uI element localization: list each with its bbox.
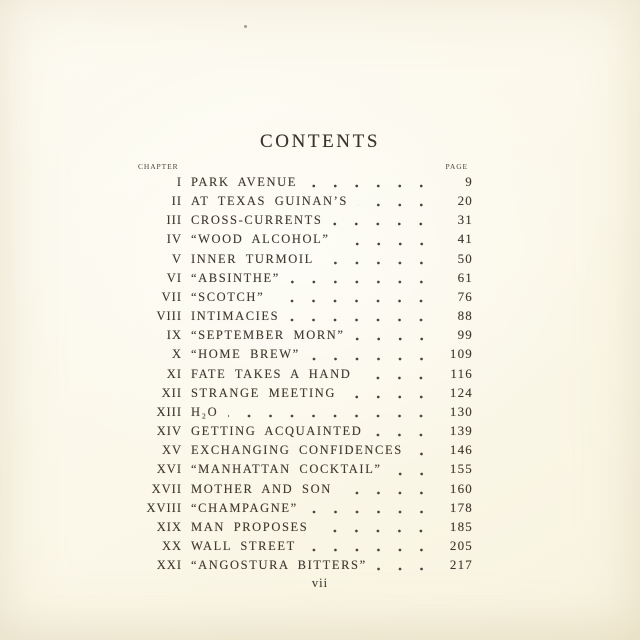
dot-leader: [224, 404, 433, 423]
chapter-title: INTIMACIES: [191, 309, 280, 324]
chapter-title: “ANGOSTURA BITTERS”: [191, 558, 367, 573]
toc-row: [138, 423, 473, 442]
chapter-numeral: VI: [166, 270, 182, 285]
page-number: 155: [449, 461, 473, 477]
toc-row: [138, 327, 473, 346]
dot-leader: [328, 212, 433, 231]
chapter-title: MOTHER AND SON: [191, 481, 332, 496]
chapter-numeral: III: [166, 213, 182, 228]
chapter-numeral: XVIII: [146, 500, 182, 515]
chapter-numeral: X: [171, 347, 182, 362]
chapter-numeral: IX: [166, 328, 182, 343]
chapter-title: AT TEXAS GUINAN’S: [191, 194, 348, 209]
chapter-title: CROSS-CURRENTS: [191, 213, 323, 228]
chapter-numeral: XVI: [156, 462, 182, 477]
dot-leader: [286, 270, 433, 289]
toc-row: [138, 251, 473, 270]
chapter-numeral: VIII: [156, 309, 182, 324]
chapter-numeral: I: [176, 175, 182, 189]
chapter-title: “WOOD ALCOHOL”: [191, 232, 330, 247]
dot-leader: [306, 346, 433, 365]
page-number: 146: [449, 442, 473, 458]
chapter-title: “MANHATTAN COCKTAIL”: [191, 462, 382, 477]
chapter-column-header: CHAPTER: [138, 162, 179, 171]
toc-row: [138, 289, 473, 308]
page-number: 76: [457, 288, 473, 304]
toc-row: [138, 461, 473, 480]
page-number: 99: [457, 327, 473, 343]
chapter-title: FATE TAKES A HAND: [191, 366, 352, 381]
toc-row: [138, 308, 473, 327]
dot-leader: [320, 251, 433, 270]
page-number: 50: [457, 250, 473, 266]
page-number: 160: [449, 480, 473, 496]
dot-leader: [270, 289, 433, 308]
dot-leader: [373, 557, 433, 576]
dot-leader: [338, 481, 433, 500]
page-number: 178: [449, 499, 473, 515]
dot-leader: [314, 519, 433, 538]
chapter-title: STRANGE MEETING: [191, 385, 337, 400]
dot-leader: [304, 500, 433, 519]
toc-row: [138, 174, 473, 193]
dot-leader: [351, 327, 433, 346]
chapter-title: “CHAMPAGNE”: [191, 500, 298, 515]
toc-row: [138, 442, 473, 461]
column-headers: [138, 162, 468, 171]
toc-row: [138, 481, 473, 500]
paper-speck: [244, 25, 247, 28]
dot-leader: [357, 366, 433, 385]
chapter-numeral: XIV: [156, 424, 182, 439]
dot-leader: [368, 423, 433, 442]
page-number: 9: [465, 174, 473, 189]
chapter-numeral: XIX: [156, 519, 182, 534]
dot-leader: [354, 193, 433, 212]
chapter-numeral: XII: [161, 385, 182, 400]
toc-row: [138, 231, 473, 250]
dot-leader: [342, 385, 433, 404]
toc-row: [138, 346, 473, 365]
page-number: 139: [449, 423, 473, 439]
page-number: 41: [457, 231, 473, 247]
chapter-numeral: XIII: [156, 404, 182, 419]
page-number: 205: [449, 537, 473, 553]
toc-row: [138, 385, 473, 404]
toc-row: [138, 212, 473, 231]
chapter-title: GETTING ACQUAINTED: [191, 424, 363, 439]
page-number: 130: [449, 403, 473, 419]
chapter-title: EXCHANGING CONFIDENCES: [191, 443, 403, 458]
chapter-title: “SCOTCH”: [191, 289, 265, 304]
chapter-numeral: XV: [161, 443, 182, 458]
chapter-title: INNER TURMOIL: [191, 251, 314, 266]
page-number: 116: [450, 365, 473, 381]
toc-rows: [138, 174, 473, 576]
page-title: CONTENTS: [259, 131, 381, 152]
chapter-numeral: II: [171, 194, 182, 209]
toc-row: [138, 557, 473, 576]
page-folio: vii: [311, 576, 329, 590]
chapter-numeral: XVII: [151, 481, 182, 496]
chapter-title: “ABSINTHE”: [191, 270, 280, 285]
chapter-numeral: V: [171, 251, 182, 266]
toc-row: [138, 193, 473, 212]
page-number: 31: [457, 212, 473, 228]
toc-row: [138, 500, 473, 519]
page-number: 20: [457, 193, 473, 209]
page-number: 185: [449, 518, 473, 534]
dot-leader: [388, 461, 433, 480]
toc-row: [138, 270, 473, 289]
chapter-title: PARK AVENUE: [191, 175, 297, 189]
chapter-numeral: VII: [161, 289, 182, 304]
chapter-numeral: IV: [166, 232, 182, 247]
chapter-numeral: XXI: [156, 558, 182, 573]
dot-leader: [336, 231, 433, 250]
page-column-header: PAGE: [445, 162, 468, 171]
toc-row: [138, 538, 473, 557]
page-number: 217: [449, 557, 473, 573]
chapter-numeral: XX: [161, 538, 182, 553]
page-number: 109: [449, 346, 473, 362]
chapter-numeral: XI: [166, 366, 182, 381]
chapter-title: MAN PROPOSES: [191, 519, 309, 534]
chapter-title: H₂O: [191, 404, 219, 419]
dot-leader: [302, 538, 433, 557]
chapter-title: “SEPTEMBER MORN”: [191, 328, 345, 343]
page-number: 61: [457, 269, 473, 285]
chapter-title: WALL STREET: [191, 538, 296, 553]
page-number: 88: [457, 308, 473, 324]
dot-leader: [409, 442, 433, 461]
toc-row: [138, 404, 473, 423]
page-number: 124: [449, 384, 473, 400]
toc-row: [138, 366, 473, 385]
toc-row: [138, 519, 473, 538]
chapter-title: “HOME BREW”: [191, 347, 300, 362]
dot-leader: [303, 174, 433, 193]
dot-leader: [285, 308, 433, 327]
